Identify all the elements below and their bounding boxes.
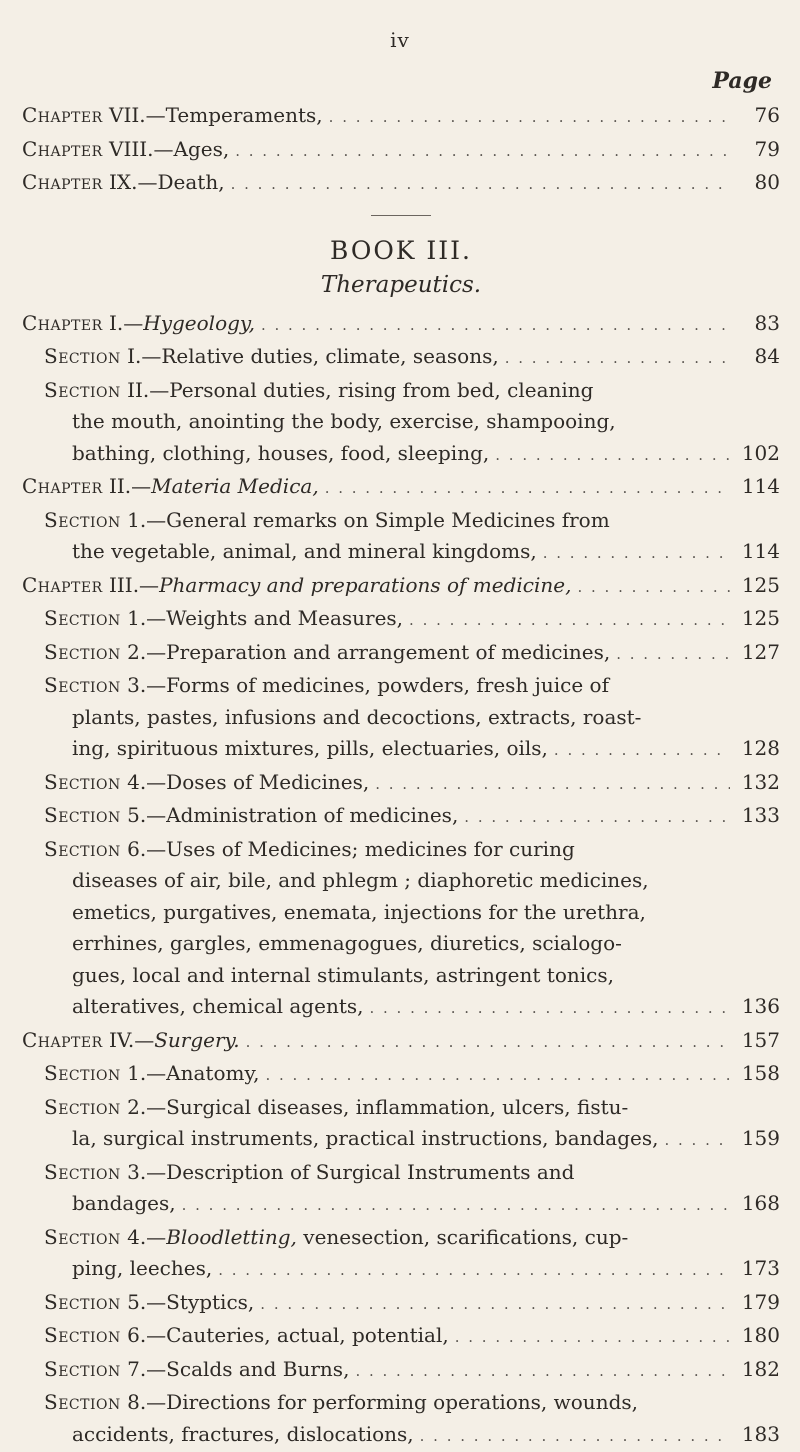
leader-dots — [182, 1190, 730, 1222]
toc-entry-surgical-diseases — [22, 1092, 780, 1124]
leader-dots — [420, 1421, 730, 1452]
entry-prefix: Section — [44, 508, 121, 532]
entry-continuation-last — [22, 733, 780, 767]
entry-page: 158 — [736, 1058, 780, 1090]
entry-title: IV.— — [109, 1028, 154, 1052]
entry-title-line: bandages, — [72, 1188, 176, 1220]
entry-continuation-last — [22, 1188, 780, 1222]
entry-continuation-last — [22, 536, 780, 570]
entry-title-italic: Pharmacy and preparations of medicine, — [159, 573, 571, 597]
entry-page: 136 — [736, 991, 780, 1023]
toc-entry-chapter-viii — [22, 134, 780, 168]
entry-title-line: la, surgical instruments, practical instructions, bandages, — [72, 1123, 658, 1155]
entry-page: 182 — [736, 1354, 780, 1386]
entry-title-italic: Bloodletting, — [166, 1225, 297, 1249]
entry-title: 5.—Administration of medicines, — [127, 803, 458, 827]
entry-page: 84 — [736, 341, 780, 373]
entry-title: I.—Relative duties, climate, seasons, — [127, 344, 499, 368]
entry-continuation: plants, pastes, infusions and decoctions, extracts, roast- — [22, 702, 780, 734]
leader-dots — [455, 1322, 730, 1354]
leader-dots — [369, 993, 730, 1025]
leader-dots — [265, 1060, 730, 1092]
entry-continuation: gues, local and internal stimulants, astringent tonics, — [22, 960, 780, 992]
entry-prefix: Section — [44, 1061, 121, 1085]
entry-title-italic: Surgery. — [154, 1028, 239, 1052]
entry-page: 133 — [736, 800, 780, 832]
entry-page: 173 — [736, 1253, 780, 1285]
entry-page: 168 — [736, 1188, 780, 1220]
entry-page: 76 — [736, 100, 780, 132]
leader-dots — [543, 538, 730, 570]
toc-entry-preparation — [22, 637, 780, 671]
entry-page: 128 — [736, 733, 780, 765]
leader-dots — [235, 136, 730, 168]
toc-entry-weights-measures — [22, 603, 780, 637]
entry-continuation: emetics, purgatives, enemata, injections for the urethra, — [22, 897, 780, 929]
entry-prefix: Section — [44, 1390, 121, 1414]
entry-prefix: Section — [44, 1225, 121, 1249]
entry-prefix: Section — [44, 673, 121, 697]
toc-entry-directions-operations — [22, 1387, 780, 1419]
entry-title: 2.—Preparation and arrangement of medicines, — [127, 640, 610, 664]
toc-entry-surgical-instruments — [22, 1157, 780, 1189]
entry-prefix: Section — [44, 378, 121, 402]
entry-title-italic: Hygeology, — [143, 311, 255, 335]
toc-entry-anatomy — [22, 1058, 780, 1092]
toc-entry-general-remarks — [22, 505, 780, 537]
entry-continuation: the mouth, anointing the body, exercise, shampooing, — [22, 406, 780, 438]
entry-title: 5.—Styptics, — [127, 1290, 254, 1314]
page-number: iv — [0, 28, 800, 52]
entry-title-line: 4.— — [127, 1225, 166, 1249]
entry-page: 183 — [736, 1419, 780, 1451]
entry-page: 79 — [736, 134, 780, 166]
toc-entry-administration — [22, 800, 780, 834]
entry-prefix: Section — [44, 344, 121, 368]
toc-entry-bloodletting — [22, 1222, 780, 1254]
toc-entry-pharmacy — [22, 570, 780, 604]
entry-page: 83 — [736, 308, 780, 340]
toc-entry-hygeology — [22, 308, 780, 342]
entry-page: 125 — [736, 570, 780, 602]
entry-prefix: Chapter — [22, 474, 103, 498]
book-heading: BOOK III. — [22, 234, 780, 268]
leader-dots — [375, 769, 730, 801]
entry-title-line: 6.—Uses of Medicines; medicines for curing — [127, 837, 575, 861]
entry-page: 127 — [736, 637, 780, 669]
leader-dots — [464, 802, 730, 834]
entry-prefix: Section — [44, 1290, 121, 1314]
entry-prefix: Section — [44, 640, 121, 664]
toc-entry-chapter-ix — [22, 167, 780, 201]
section-divider — [371, 215, 431, 216]
entry-title-line: accidents, fractures, dislocations, — [72, 1419, 414, 1451]
entry-continuation-last — [22, 991, 780, 1025]
entry-prefix: Chapter — [22, 137, 103, 161]
entry-continuation-last — [22, 1253, 780, 1287]
entry-prefix: Section — [44, 837, 121, 861]
entry-title: 4.—Doses of Medicines, — [127, 770, 369, 794]
toc-entry-surgery — [22, 1025, 780, 1059]
entry-page: 102 — [736, 438, 780, 470]
toc-entry-scalds-burns — [22, 1354, 780, 1388]
entry-continuation: diseases of air, bile, and phlegm ; diaphoretic medicines, — [22, 865, 780, 897]
entry-prefix: Chapter — [22, 1028, 103, 1052]
entry-title: IX.—Death, — [109, 170, 225, 194]
entry-page: 125 — [736, 603, 780, 635]
entry-continuation: errhines, gargles, emmenagogues, diuretics, scialogo- — [22, 928, 780, 960]
leader-dots — [325, 473, 730, 505]
entry-title: 6.—Cauteries, actual, potential, — [127, 1323, 449, 1347]
entry-prefix: Section — [44, 803, 121, 827]
entry-prefix: Section — [44, 1323, 121, 1347]
entry-title-italic: Materia Medica, — [151, 474, 319, 498]
leader-dots — [261, 310, 730, 342]
entry-title: 1.—Anatomy, — [127, 1061, 259, 1085]
entry-prefix: Chapter — [22, 311, 103, 335]
toc-entry-personal-duties — [22, 375, 780, 407]
entry-page: 80 — [736, 167, 780, 199]
leader-dots — [495, 440, 730, 472]
entry-title-line: the vegetable, animal, and mineral kingdoms, — [72, 536, 537, 568]
entry-page: 159 — [736, 1123, 780, 1155]
entry-continuation-last — [22, 1123, 780, 1157]
entry-prefix: Section — [44, 1095, 121, 1119]
entry-title-line: ing, spirituous mixtures, pills, electuaries, oils, — [72, 733, 548, 765]
entry-title-line: 8.—Directions for performing operations, wounds, — [127, 1390, 638, 1414]
entry-prefix: Chapter — [22, 170, 103, 194]
leader-dots — [329, 102, 730, 134]
page-column-label: Page — [712, 68, 772, 94]
entry-prefix: Section — [44, 1160, 121, 1184]
entry-continuation-last — [22, 438, 780, 472]
leader-dots — [505, 343, 730, 375]
entry-title: I.— — [109, 311, 143, 335]
entry-page: 157 — [736, 1025, 780, 1057]
entry-title: VIII.—Ages, — [109, 137, 229, 161]
entry-title: 1.—Weights and Measures, — [127, 606, 403, 630]
entry-title-line: II.—Personal duties, rising from bed, cleaning — [127, 378, 593, 402]
leader-dots — [616, 639, 730, 671]
book-subheading: Therapeutics. — [22, 268, 780, 302]
entry-page: 179 — [736, 1287, 780, 1319]
leader-dots — [260, 1289, 730, 1321]
leader-dots — [409, 605, 730, 637]
leader-dots — [577, 572, 730, 604]
entry-title-line: 1.—General remarks on Simple Medicines from — [127, 508, 610, 532]
entry-prefix: Chapter — [22, 573, 103, 597]
entry-title: III.— — [109, 573, 159, 597]
entry-prefix: Section — [44, 1357, 121, 1381]
leader-dots — [554, 735, 730, 767]
entry-title-line: 2.—Surgical diseases, inflammation, ulcers, fistu- — [127, 1095, 628, 1119]
entry-page: 180 — [736, 1320, 780, 1352]
entry-title: II.— — [109, 474, 151, 498]
toc-entry-chapter-vii — [22, 100, 780, 134]
entry-title: 7.—Scalds and Burns, — [127, 1357, 349, 1381]
entry-page: 132 — [736, 767, 780, 799]
toc-entry-cauteries — [22, 1320, 780, 1354]
toc-entry-doses — [22, 767, 780, 801]
toc-entry-forms-of-medicines — [22, 670, 780, 702]
entry-title-line: bathing, clothing, houses, food, sleeping, — [72, 438, 489, 470]
toc-entry-relative-duties — [22, 341, 780, 375]
leader-dots — [355, 1356, 730, 1388]
leader-dots — [231, 169, 730, 201]
entry-title-line: 3.—Description of Surgical Instruments and — [127, 1160, 574, 1184]
entry-prefix: Section — [44, 770, 121, 794]
toc-entry-uses-of-medicines — [22, 834, 780, 866]
entry-prefix: Chapter — [22, 103, 103, 127]
entry-continuation-last — [22, 1419, 780, 1452]
table-of-contents — [22, 100, 780, 1452]
entry-title: VII.—Temperaments, — [109, 103, 323, 127]
toc-entry-styptics — [22, 1287, 780, 1321]
entry-page: 114 — [736, 471, 780, 503]
entry-page: 114 — [736, 536, 780, 568]
entry-title-line: ping, leeches, — [72, 1253, 212, 1285]
leader-dots — [664, 1125, 730, 1157]
leader-dots — [218, 1255, 730, 1287]
toc-entry-materia-medica — [22, 471, 780, 505]
leader-dots — [246, 1027, 730, 1059]
entry-title-line: alteratives, chemical agents, — [72, 991, 363, 1023]
entry-title-line: venesection, scarifications, cup- — [297, 1225, 628, 1249]
entry-title-line: 3.—Forms of medicines, powders, fresh juice of — [127, 673, 609, 697]
entry-prefix: Section — [44, 606, 121, 630]
